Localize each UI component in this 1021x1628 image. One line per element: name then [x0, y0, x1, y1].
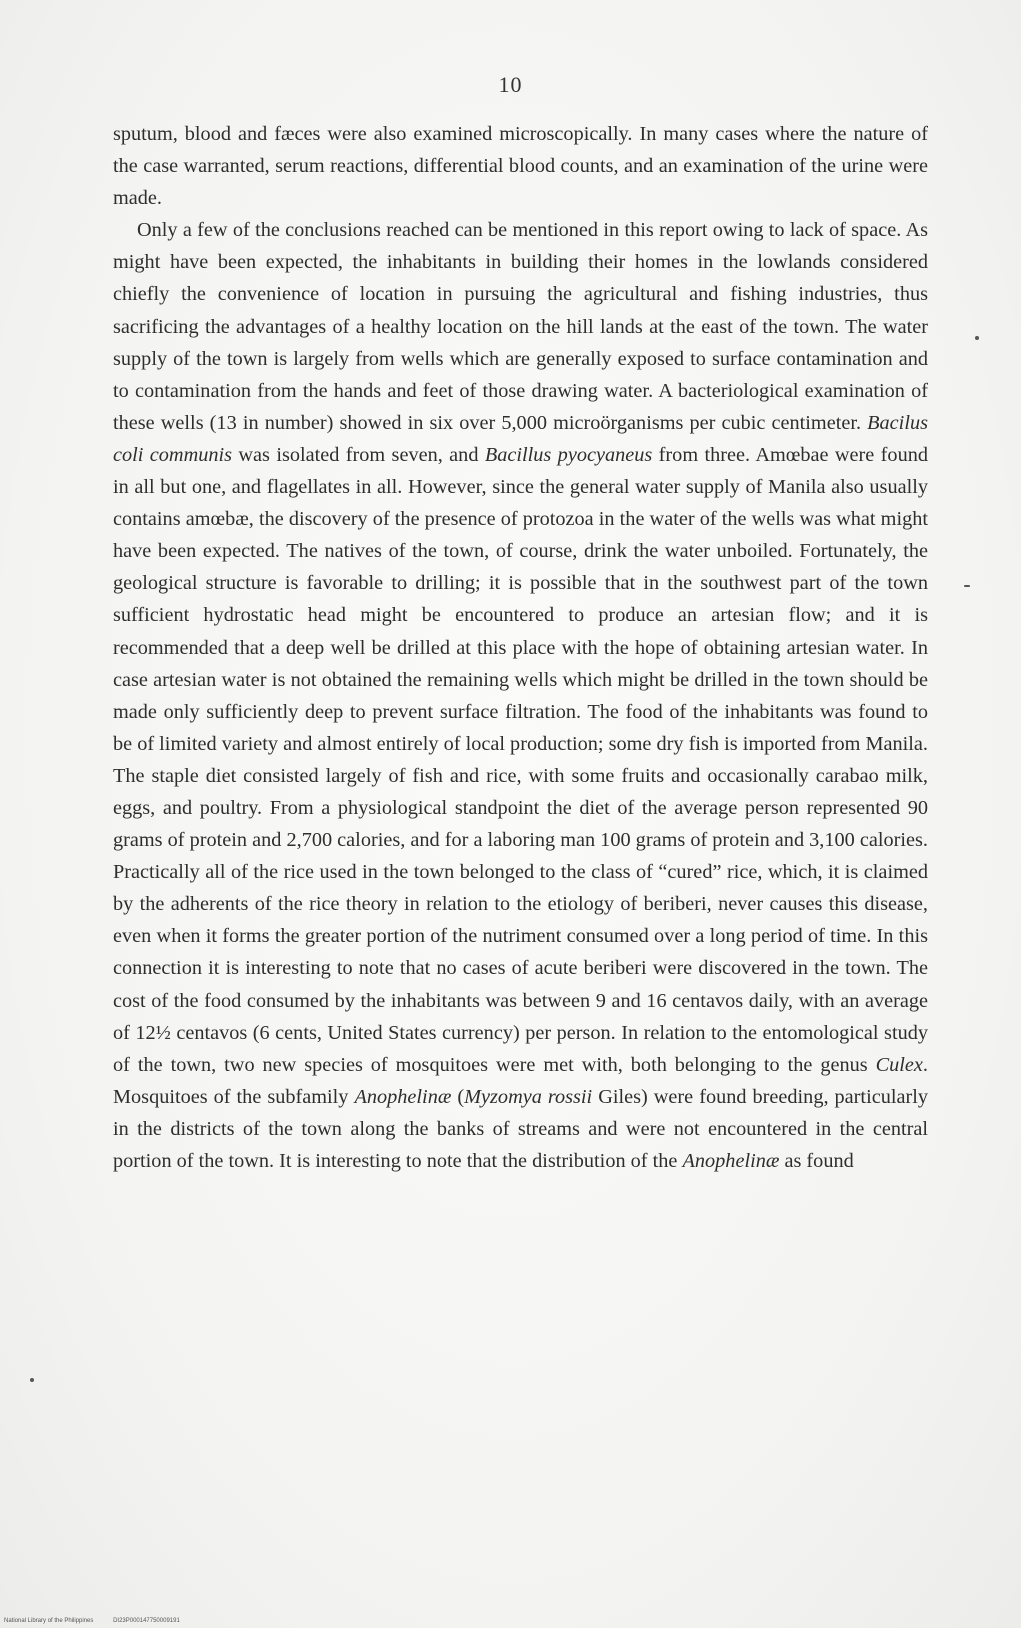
italic-anophelinae: Anophelinæ: [354, 1085, 452, 1108]
italic-bacillus-pyocyaneus: Bacillus pyocyaneus: [484, 443, 653, 466]
paragraph-2-part-f: Giles) were found breeding, particularly in the districts of the town along the banks of streams and were not encountered in the central portion of the town. It is interesting to note that the distribution of the: [113, 1085, 929, 1172]
paragraph-1: sputum, blood and fæces were also examined microscopically. In many cases where the nature of the case warranted, serum reactions, differential blood counts, and an examination of the urine were made.: [113, 123, 928, 210]
scan-speck: [30, 1378, 34, 1382]
italic-culex: Culex: [875, 1053, 923, 1076]
paragraph-2-part-c: from three. Amœbae were found in all but one, and flagellates in all. However, since the general water supply of Manila also usually contains amœbæ, the discovery of the presence of protozoa in the water of the wells was what might have been expected. The natives of the town, of course, drink the water unboiled. Fortunately, the geological structure is favorable to drilling; it is possible that in the southwest part of the town sufficient hydrostatic head might be encountered to produce an artesian flow; and it is recommended that a deep well be drilled at this place with the hope of obtaining artesian water. In case artesian water is not obtained the remaining wells which might be drilled in the town should be made only sufficiently deep to prevent surface filtration. The food of the inhabitants was found to be of limited variety and almost entirely of local production; some dry fish is imported from Manila. The staple diet consisted largely of fish and rice, with some fruits and occasionally carabao milk, eggs, and poultry. From a physiological standpoint the diet of the average person represented 90 grams of protein and 2,700 calories, and for a laboring man 100 grams of protein and 3,100 calories. Practically all of the rice used in the town belonged to the class of “cured” rice, which, it is claimed by the adherents of the rice theory in relation to the etiology of beriberi, never causes this disease, even when it forms the greater portion of the nutriment consumed over a long period of time. In this connection it is interesting to note that no cases of acute beriberi were discovered in the town. The cost of the food consumed by the inhabitants was between 9 and 16 centavos daily, with an average of 12½ centavos (6 cents, United States currency) per person. In relation to the entomological study of the town, two new species of mosquitoes were met with, both belonging to the genus: [113, 443, 929, 1076]
paragraph-2-part-b: was isolated from seven, and: [238, 443, 479, 466]
paragraph-2: [113, 214, 928, 1177]
paragraph-2-part-a: Only a few of the conclusions reached can be mentioned in this report owing to lack of space. As might have been expected, the inhabitants in building their homes in the lowlands considered chiefly the convenience of location in pursuing the agricultural and fishing industries, thus sacrificing the advantages of a healthy location on the hill lands at the east of the town. The water supply of the town is largely from wells which are generally exposed to surface contamination and to contamination from the hands and feet of those drawing water. A bacteriological examination of these wells (13 in number) showed in six over 5,000 microörganisms per cubic centimeter.: [113, 219, 928, 434]
italic-myzomya-rossii: Myzomya rossii: [464, 1085, 593, 1108]
paragraph-2-part-d: . Mosquitoes of the subfamily: [113, 1053, 928, 1108]
paragraph-2-part-e: (: [457, 1085, 465, 1108]
paragraph-2-part-g: as found: [784, 1150, 854, 1172]
scan-speck: [975, 336, 979, 340]
italic-anophelinae-2: Anophelinæ: [682, 1150, 780, 1172]
body-text: [113, 118, 928, 1177]
footer-library: National Library of the Philippines: [4, 1618, 94, 1624]
scan-footer: [4, 1618, 180, 1624]
footer-code: DI23P000147750009191: [113, 1618, 180, 1624]
scan-speck: [964, 585, 970, 587]
page-number: 10: [498, 72, 523, 97]
italic-bacilus-coli-communis: Bacilus coli communis: [113, 411, 928, 466]
